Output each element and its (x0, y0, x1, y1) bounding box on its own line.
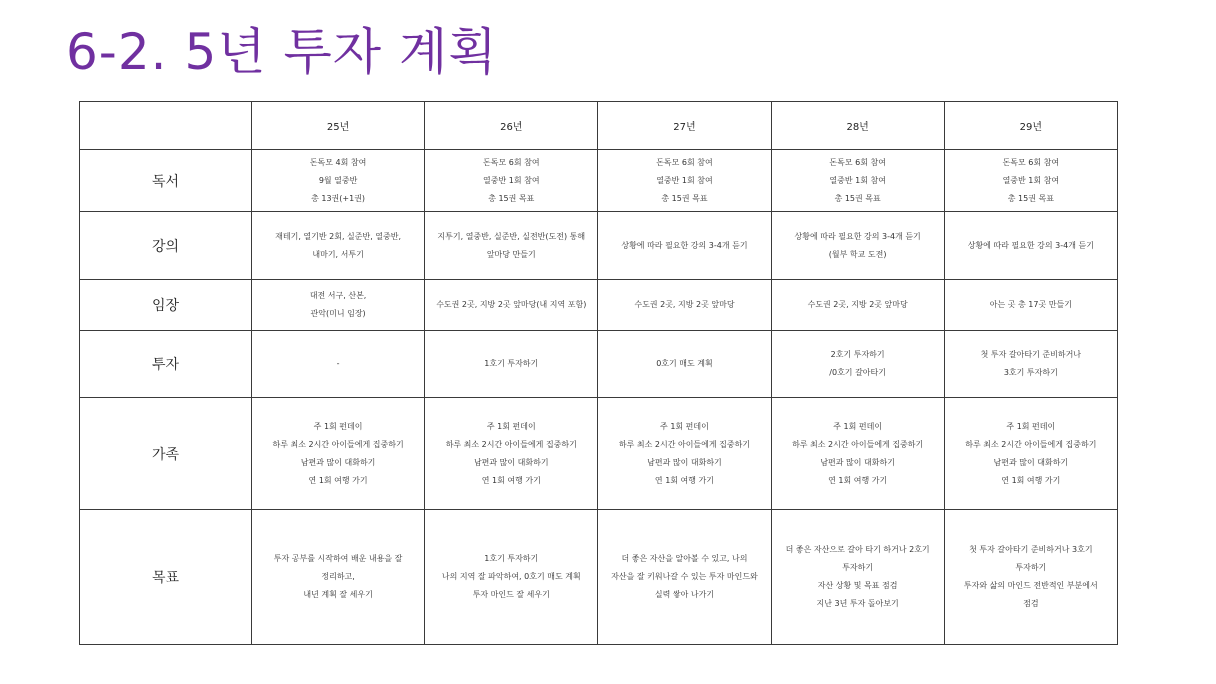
row-label-family: 가족 (80, 398, 252, 510)
plan-cell-reading-25년 (252, 150, 425, 212)
table-row-reading (80, 150, 1118, 212)
cell-line: 열중반 1회 참여 (1002, 175, 1060, 185)
cell-line: 돈독모 6회 참여 (656, 157, 713, 167)
cell-line: 2호기 투자하기 (830, 349, 885, 359)
cell-line: 더 좋은 자산을 알아볼 수 있고, 나의 (621, 554, 748, 564)
cell-line: 내마기, 서투기 (312, 249, 364, 259)
cell-line: - (336, 358, 340, 368)
cell-line: 돈독모 6회 참여 (829, 157, 886, 167)
cell-line: 돈독모 6회 참여 (483, 157, 540, 167)
plan-cell-family-28년 (771, 398, 944, 510)
cell-line: (월부 학교 도전) (828, 249, 887, 259)
year-header-29: 29년 (944, 102, 1117, 150)
cell-line: 주 1회 펀데이 (313, 421, 363, 431)
cell-line: 상황에 따라 필요한 강의 3-4개 듣기 (621, 240, 748, 250)
cell-line: 투자 공부를 시작하여 배운 내용을 잘 (273, 554, 403, 564)
cell-line: 하루 최소 2시간 아이들에게 집중하기 (965, 439, 1097, 449)
table-row-family (80, 398, 1118, 510)
table-row-investment (80, 330, 1118, 397)
plan-cell-investment-28년 (771, 330, 944, 397)
cell-line: 하루 최소 2시간 아이들에게 집중하기 (792, 439, 924, 449)
cell-line: 수도권 2곳, 지방 2곳 앞마당 (807, 299, 908, 309)
cell-line: 정리하고, (321, 572, 355, 582)
plan-cell-family-29년 (944, 398, 1117, 510)
row-label-investment: 투자 (80, 330, 252, 397)
cell-line: 수도권 2곳, 지방 2곳 앞마당(내 지역 포함) (436, 299, 587, 309)
cell-line: 돈독모 4회 참여 (309, 157, 367, 167)
table-row-goal (80, 510, 1118, 645)
cell-line: 1호기 투자하기 (484, 358, 539, 368)
cell-line: 연 1회 여행 가기 (308, 475, 368, 485)
cell-line: 총 15권 목표 (661, 193, 708, 203)
cell-line: 남편과 많이 대화하기 (820, 457, 895, 467)
header-row (80, 102, 1118, 150)
cell-line: 총 15권 목표 (488, 193, 535, 203)
cell-line: 주 1회 펀데이 (833, 421, 883, 431)
year-header-28: 28년 (771, 102, 944, 150)
plan-cell-goal-26년 (425, 510, 598, 645)
cell-line: 남편과 많이 대화하기 (993, 457, 1069, 467)
cell-line: 첫 투자 갈아타기 준비하거나 3호기 (969, 545, 1093, 555)
plan-cell-investment-26년 (425, 330, 598, 397)
cell-line: 투자와 삶의 마인드 전반적인 부분에서 (963, 581, 1098, 591)
cell-line: 상황에 따라 필요한 강의 3-4개 듣기 (967, 240, 1094, 250)
plan-cell-goal-27년 (598, 510, 771, 645)
cell-line: 연 1회 여행 가기 (1001, 475, 1061, 485)
plan-cell-field-visit-25년 (252, 279, 425, 330)
cell-line: 지투기, 열중반, 실준반, 실전반(도전) 통해 (437, 231, 586, 241)
cell-line: 남편과 많이 대화하기 (473, 457, 549, 467)
cell-line: 하루 최소 2시간 아이들에게 집중하기 (272, 439, 404, 449)
year-header-27: 27년 (598, 102, 771, 150)
cell-line: 열중반 1회 참여 (829, 175, 886, 185)
plan-cell-lecture-29년 (944, 212, 1117, 279)
cell-line: 자산을 잘 키워나갈 수 있는 투자 마인드와 (611, 572, 758, 582)
cell-line: 관악(미니 임장) (310, 308, 366, 318)
row-label-goal: 목표 (80, 510, 252, 645)
plan-cell-lecture-26년 (425, 212, 598, 279)
plan-cell-field-visit-27년 (598, 279, 771, 330)
plan-cell-family-26년 (425, 398, 598, 510)
cell-line: 남편과 많이 대화하기 (647, 457, 722, 467)
cell-line: 더 좋은 자산으로 갈아 타기 하거나 2호기 (785, 545, 930, 555)
cell-line: 총 13권(+1권) (311, 193, 366, 203)
cell-line: /0호기 갈아타기 (829, 367, 886, 377)
row-label-lecture: 강의 (80, 212, 252, 279)
plan-cell-field-visit-26년 (425, 279, 598, 330)
table-row-field-visit (80, 279, 1118, 330)
cell-line: 1호기 투자하기 (484, 554, 539, 564)
cell-line: 하루 최소 2시간 아이들에게 집중하기 (618, 439, 751, 449)
year-header-25: 25년 (252, 102, 425, 150)
cell-line: 열중반 1회 참여 (483, 175, 540, 185)
investment-plan-table (79, 101, 1118, 645)
corner-cell (80, 102, 252, 150)
plan-cell-family-27년 (598, 398, 771, 510)
cell-line: 총 15권 목표 (834, 193, 881, 203)
cell-line: 아는 곳 총 17곳 만들기 (989, 299, 1072, 309)
cell-line: 9월 열중반 (318, 175, 358, 185)
plan-cell-reading-26년 (425, 150, 598, 212)
cell-line: 총 15권 목표 (1007, 193, 1054, 203)
plan-cell-goal-25년 (252, 510, 425, 645)
plan-cell-investment-27년 (598, 330, 771, 397)
cell-line: 투자하기 (842, 563, 874, 573)
cell-line: 주 1회 펀데이 (1006, 421, 1056, 431)
year-header-26: 26년 (425, 102, 598, 150)
cell-line: 연 1회 여행 가기 (481, 475, 541, 485)
cell-line: 자산 상황 및 목표 점검 (817, 581, 898, 591)
plan-cell-reading-28년 (771, 150, 944, 212)
plan-cell-reading-27년 (598, 150, 771, 212)
cell-line: 하루 최소 2시간 아이들에게 집중하기 (445, 439, 577, 449)
plan-cell-investment-29년 (944, 330, 1117, 397)
row-label-field-visit: 임장 (80, 279, 252, 330)
cell-line: 투자 마인드 잘 세우기 (472, 590, 550, 600)
plan-cell-lecture-27년 (598, 212, 771, 279)
cell-line: 0호기 매도 계획 (656, 358, 713, 368)
cell-line: 투자하기 (1015, 563, 1047, 573)
cell-line: 상황에 따라 필요한 강의 3-4개 듣기 (794, 231, 921, 241)
cell-line: 열중반 1회 참여 (656, 175, 713, 185)
plan-cell-field-visit-28년 (771, 279, 944, 330)
cell-line: 주 1회 펀데이 (486, 421, 536, 431)
cell-line: 앞마당 만들기 (486, 249, 536, 259)
cell-line: 3호기 투자하기 (1003, 367, 1058, 377)
plan-cell-investment-25년 (252, 330, 425, 397)
table-row-lecture (80, 212, 1118, 279)
cell-line: 점검 (1023, 599, 1039, 609)
cell-line: 실력 쌓아 나가기 (654, 590, 715, 600)
cell-line: 남편과 많이 대화하기 (300, 457, 376, 467)
plan-cell-reading-29년 (944, 150, 1117, 212)
plan-cell-goal-29년 (944, 510, 1117, 645)
cell-line: 연 1회 여행 가기 (828, 475, 888, 485)
cell-line: 돈독모 6회 참여 (1002, 157, 1060, 167)
cell-line: 나의 지역 잘 파악하여, 0호기 매도 계획 (441, 572, 581, 582)
plan-cell-lecture-25년 (252, 212, 425, 279)
plan-cell-family-25년 (252, 398, 425, 510)
cell-line: 수도권 2곳, 지방 2곳 앞마당 (634, 299, 735, 309)
cell-line: 재테기, 열기반 2회, 실준반, 열중반, (275, 231, 402, 241)
cell-line: 내년 계획 잘 세우기 (303, 590, 373, 600)
cell-line: 대전 서구, 산본, (309, 290, 367, 300)
slide-title: 6-2. 5년 투자 계획 (66, 23, 498, 81)
cell-line: 연 1회 여행 가기 (654, 475, 715, 485)
cell-line: 주 1회 펀데이 (660, 421, 709, 431)
cell-line: 지난 3년 투자 돌아보기 (816, 599, 899, 609)
cell-line: 첫 투자 갈아타기 준비하거나 (980, 349, 1082, 359)
plan-cell-lecture-28년 (771, 212, 944, 279)
row-label-reading: 독서 (80, 150, 252, 212)
plan-cell-goal-28년 (771, 510, 944, 645)
plan-cell-field-visit-29년 (944, 279, 1117, 330)
